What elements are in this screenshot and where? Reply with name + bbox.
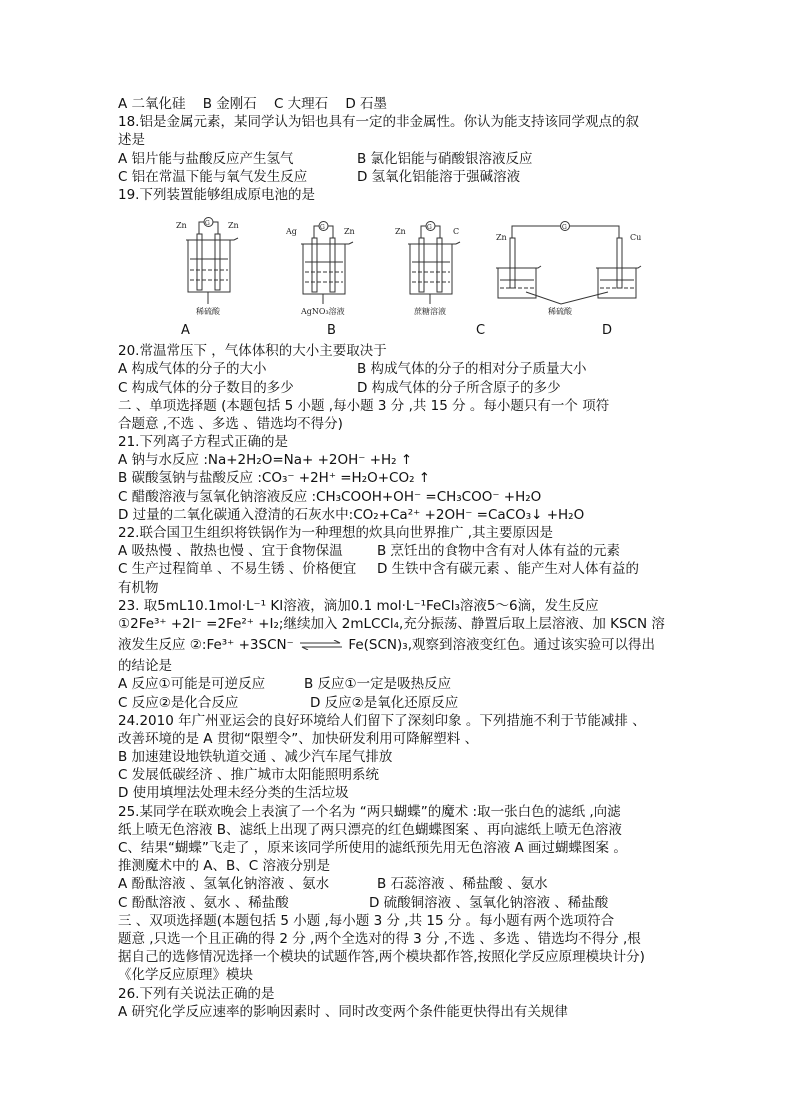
galvanometer-d: G <box>562 224 567 232</box>
q25-stem-4: 推测魔术中的 A、B、C 溶液分别是 <box>118 858 331 875</box>
q20-row2 <box>118 379 718 397</box>
q24-option-b: B 加速建设地铁轨道交通 、减少汽车尾气排放 <box>118 749 393 766</box>
q22-option-d-cont: 有机物 <box>118 579 159 596</box>
q25-option-c: C 酚酞溶液 、氨水 、稀盐酸 <box>118 894 289 911</box>
q17-option-c: C 大理石 <box>273 96 329 112</box>
q21-option-c: C 醋酸溶液与氢氧化钠溶液反应 :CH₃COOH+OH⁻ =CH₃COO⁻ +H₂O <box>118 488 542 505</box>
q23-option-a: A 反应①可能是可逆反应 <box>118 676 266 693</box>
apparatus-label-d: D <box>602 323 613 339</box>
galvanometer-a: G <box>205 220 210 228</box>
q23-row1 <box>118 675 718 693</box>
q25-stem-2: 纸上喷无色溶液 B、滤纸上出现了两只漂亮的红色蝴蝶图案 、再向滤纸上喷无色溶液 <box>118 821 622 838</box>
apparatus-a <box>186 218 238 305</box>
apparatus-b-left-electrode: Ag <box>286 227 297 237</box>
q22-option-d: D 生铁中含有碳元素 、能产生对人体有益的 <box>377 561 639 578</box>
q20-option-d: D 构成气体的分子所含原子的多少 <box>357 379 561 396</box>
q18-row2 <box>118 168 718 186</box>
q22-row2 <box>118 560 718 578</box>
apparatus-d-right-electrode: Cu <box>630 233 642 243</box>
section2-heading: 二 、单项选择题 (本题包括 5 小题 ,每小题 3 分 ,共 15 分 。每小题只有一个 项符 <box>118 397 610 414</box>
q25-row1 <box>118 875 718 893</box>
section3-heading: 三 、双项选择题(本题包括 5 小题 ,每小题 3 分 ,共 15 分 。每小题有两个选项符合 <box>118 912 615 929</box>
q23-stem-3 <box>118 633 718 657</box>
module-title: 《化学反应原理》模块 <box>118 967 253 984</box>
q23-option-c: C 反应②是化合反应 <box>118 694 239 711</box>
apparatus-b-right-electrode: Zn <box>344 227 355 237</box>
apparatus-c-right-electrode: C <box>453 227 460 237</box>
q23-option-d: D 反应②是氧化还原反应 <box>310 694 459 711</box>
q21-option-a: A 钠与水反应 :Na+2H₂O=Na+ +2OH⁻ +H₂ ↑ <box>118 452 413 469</box>
q19-apparatus-figure <box>118 204 718 342</box>
q17-option-b: B 金刚石 <box>202 96 257 112</box>
q22-stem: 22.联合国卫生组织将铁锅作为一种理想的炊具向世界推广 ,其主要原因是 <box>118 525 554 541</box>
q23-stem-4: 的结论是 <box>118 658 172 675</box>
q18-stem: 18.铝是金属元素，某同学认为铝也具有一定的非金属性。你认为能支持该同学观点的叙 <box>118 114 639 131</box>
q24-option-d: D 使用填埋法处理未经分类的生活垃圾 <box>118 785 349 802</box>
q18-option-c: C 铝在常温下能与氧气发生反应 <box>118 168 308 185</box>
q18-option-d: D 氢氧化铝能溶于强碱溶液 <box>357 168 521 185</box>
q19-stem: 19.下列装置能够组成原电池的是 <box>118 186 315 203</box>
q23-stem: 23. 取5mL10.1mol·L⁻¹ KI溶液，滴加0.1 mol·L⁻¹FeCl₃溶液5～6滴，发生反应 <box>118 597 599 614</box>
apparatus-a-solution: 稀硫酸 <box>196 307 220 317</box>
apparatus-c-left-electrode: Zn <box>395 227 406 237</box>
q23-stem-3b: Fe(SCN)₃,观察到溶液变红色。通过该实验可以得出 <box>348 637 655 654</box>
apparatus-label-a: A <box>181 323 190 339</box>
section2-heading-cont: 合题意 ,不选 、多选 、错选均不得分) <box>118 415 343 432</box>
section3-heading-2: 题意 ,只选一个且正确的得 2 分 ,两个全选对的得 3 分 ,不选 、多选 、错选均不得分 ,根 <box>118 930 641 947</box>
equilibrium-arrow-icon <box>298 640 344 650</box>
q25-row2 <box>118 894 718 912</box>
galvanometer-c: G <box>427 224 432 232</box>
q20-option-c: C 构成气体的分子数目的多少 <box>118 379 294 396</box>
q26-option-a: A 研究化学反应速率的影响因素时 、同时改变两个条件能更快得出有关规律 <box>118 1003 568 1020</box>
section3-heading-3: 据自己的选修情况选择一个模块的试题作答,两个模块都作答,按照化学反应原理模块计分) <box>118 949 645 966</box>
q21-option-b: B 碳酸氢钠与盐酸反应 :CO₃⁻ +2H⁺ =H₂O+CO₂ ↑ <box>118 470 431 487</box>
q22-option-b: B 烹饪出的食物中含有对人体有益的元素 <box>377 543 621 560</box>
galvanic-cell-diagrams <box>118 204 698 322</box>
q17-options <box>118 95 718 113</box>
apparatus-a-right-electrode: Zn <box>228 221 239 231</box>
apparatus-c-solution: 蔗糖溶液 <box>414 307 446 317</box>
q18-stem-cont: 述是 <box>118 132 145 149</box>
q20-stem: 20.常温常压下 ，气体体积的大小主要取决于 <box>118 343 387 360</box>
q25-stem-3: C、结果“蝴蝶”飞走了 ，原来该同学所使用的滤纸预先用无色溶液 A 画过蝴蝶图案 。 <box>118 840 627 856</box>
q23-option-b: B 反应①一定是吸热反应 <box>304 676 452 693</box>
apparatus-d-left-electrode: Zn <box>496 233 507 243</box>
q18-row1 <box>118 150 718 168</box>
q24-stem: 24.2010 年广州亚运会的良好环境给人们留下了深刻印象 。下列措施不利于节能减排 、 <box>118 712 646 729</box>
q20-option-a: A 构成气体的分子的大小 <box>118 361 267 378</box>
q23-row2 <box>118 694 718 712</box>
q22-option-c: C 生产过程简单 、不易生锈 、价格便宜 <box>118 561 357 578</box>
apparatus-d <box>496 222 641 305</box>
q22-row1 <box>118 542 718 560</box>
q25-stem: 25.某同学在联欢晚会上表演了一个名为 “两只蝴蝶”的魔术 :取一张白色的滤纸 ,向滤 <box>118 803 621 820</box>
q21-option-d: D 过量的二氧化碳通入澄清的石灰水中:CO₂+Ca²⁺ +2OH⁻ =CaCO₃↓ +H₂O <box>118 506 585 523</box>
apparatus-label-b: B <box>327 323 336 339</box>
q18-option-a: A 铝片能与盐酸反应产生氢气 <box>118 150 294 167</box>
galvanometer-b: G <box>320 224 325 232</box>
q25-option-a: A 酚酞溶液 、氢氧化钠溶液 、氨水 <box>118 876 330 893</box>
q23-stem-2: ①2Fe³⁺ +2I⁻ =2Fe²⁺ +I₂;继续加入 2mLCCl₄,充分振荡、静置后取上层溶液、加 KSCN 溶 <box>118 615 665 632</box>
exam-page <box>118 95 718 1021</box>
q20-row1 <box>118 360 718 378</box>
q24-option-c: C 发展低碳经济 、推广城市太阳能照明系统 <box>118 767 380 784</box>
q17-option-a: A 二氧化硅 <box>118 96 186 112</box>
q20-option-b: B 构成气体的分子的相对分子质量大小 <box>357 361 587 378</box>
q18-option-b: B 氯化铝能与硝酸银溶液反应 <box>357 150 533 167</box>
q17-option-d: D 石墨 <box>345 96 388 112</box>
q25-option-d: D 硫酸铜溶液 、氢氧化钠溶液 、稀盐酸 <box>369 894 609 911</box>
apparatus-a-left-electrode: Zn <box>176 221 187 231</box>
q23-stem-3a: 液发生反应 ②:Fe³⁺ +3SCN⁻ <box>118 637 294 654</box>
apparatus-b-solution: AgNO₃溶液 <box>301 307 345 317</box>
q26-stem: 26.下列有关说法正确的是 <box>118 985 275 1002</box>
q21-stem: 21.下列离子方程式正确的是 <box>118 434 288 451</box>
apparatus-d-solution: 稀硫酸 <box>548 307 572 317</box>
apparatus-label-c: C <box>476 323 486 339</box>
q25-option-b: B 石蕊溶液 、稀盐酸 、氨水 <box>377 876 548 893</box>
q24-stem-2: 改善环境的是 A 贯彻“限塑令”、加快研发利用可降解塑料 、 <box>118 730 479 747</box>
q22-option-a: A 吸热慢 、散热也慢 、宜于食物保温 <box>118 543 343 560</box>
